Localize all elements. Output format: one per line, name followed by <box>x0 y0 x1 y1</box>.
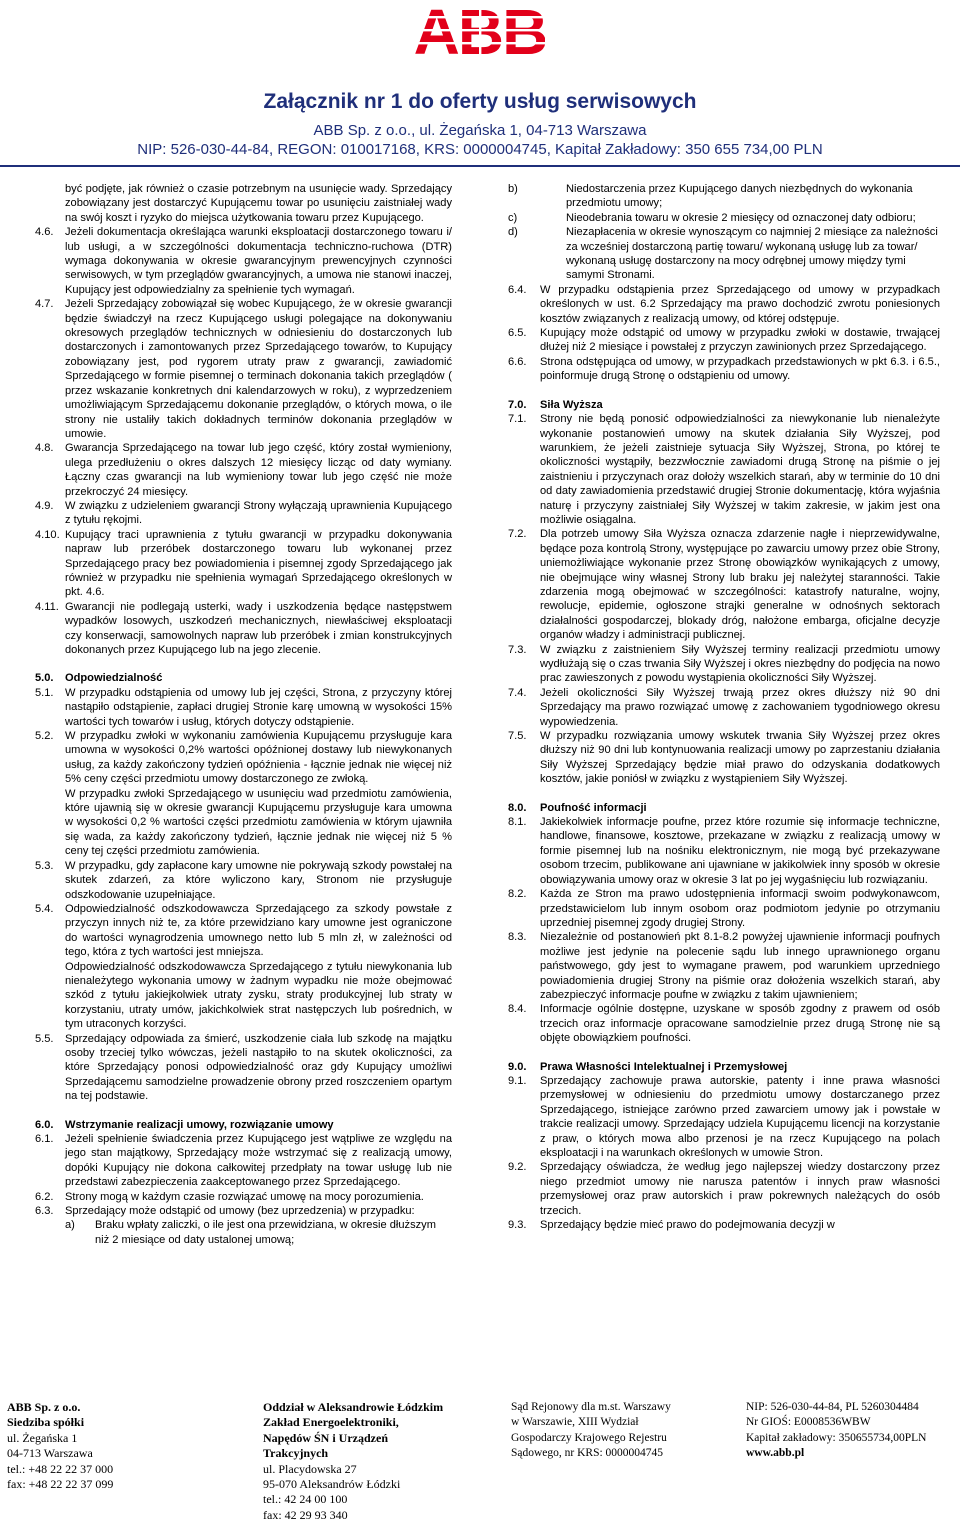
document-title: Załącznik nr 1 do oferty usług serwisowych <box>263 90 697 113</box>
footer-gios: Nr GIOŚ: E0008536WBW <box>746 1416 871 1429</box>
paragraph-7-2: 7.2. Dla potrzeb umowy Siła Wyższa oznacza zdarzenie nagłe i nieprzewidywalne, będące poza kontrolą Strony, występujące po zawarciu umowy przez obie Strony, uniemożliwiające wykonanie przez Stronę obowiązków wynikających z umowy, nie obejmujące winy własnej Strony lub braku jej należytej staranności. Takie zdarzenia mogą obejmować w szczególności: katastrofy naturalne, wojny, rewolucje, epidemie, ogłoszone strajki generalne w odnośnych sektorach działalności gospodarczej, blokady dróg, nałożone embarga, oficjalne decyzje organów władzy i administracji publicznej. <box>508 528 940 642</box>
paragraph-8-2: 8.2. Każda ze Stron ma prawo udostępnienia informacji swoim podwykonawcom, przedstawicielom lub innym osobom oraz podmiotom jedynie po otrzymaniu uprzedniej pisemnej zgody drugiej Strony. <box>508 888 940 929</box>
section-heading-9: 9.0. Prawa Własności Intelektualnej i Przemysłowej <box>508 1060 788 1073</box>
paragraph-7-5: 7.5. W przypadku rozwiązania umowy wskutek trwania Siły Wyższej przez okres dłuższy niż 90 dni lub kontynuowania realizacji umowy po zaprzestaniu działania Siły Wyższej Sprzedający będzie miał prawo do odzyskania dodatkowych kosztów, jakie poniósł w związku z wystąpieniem Siły Wyższej. <box>508 730 940 786</box>
footer-registry-row <box>511 1415 956 1430</box>
paragraph-9-2: 9.2. Sprzedający oświadcza, że według jego najlepszej wiedzy dostarczony przez niego przedmiot umowy nie narusza patentów i innych praw własności przemysłowej oraz praw autorskich i praw pokrewnych należących do osób trzecich. <box>508 1161 940 1217</box>
footer-court-line2: w Warszawie, XIII Wydział <box>511 1416 639 1429</box>
footer-court-line1: Sąd Rejonowy dla m.st. Warszawy <box>511 1401 671 1413</box>
paragraph-4-8: 4.8. Gwarancja Sprzedającego na towar lub jego część, który został wymieniony, ulega przedłużeniu o okres dalszych 12 miesięcy licząc od daty wymiany. Łączny czas gwarancji na lub wymieniony towar lub jego część nie może przekroczyć 24 miesięcy. <box>35 442 452 498</box>
section-heading-7: 7.0. Siła Wyższa <box>508 398 603 411</box>
footer-nip: NIP: 526-030-44-84, PL 5260304484 <box>746 1401 919 1413</box>
paragraph-4-6: 4.6. Jeżeli dokumentacja określająca warunki eksploatacji dostarczonego towaru i/ lub usługi, a w szczególności dokumentacja techniczno-ruchowa (DTR) wymaga dokonywania w okresie gwarancyjnym prewencyjnych czynności serwisowych, w tym przeglądów gwarancyjnych, a umowa nie stanowi inaczej, Kupujący jest odpowiedzialny za spełnienie tych wymagań. <box>35 226 452 296</box>
paragraph-5-1: 5.1. W przypadku odstąpienia od umowy lub jej części, Strona, z przyczyny której nastąpiło odstąpienie, zapłaci drugiej Stronie karę umowną w wysokości 15% wartości tych towarów i usług, których dotyczy odstąpienie. <box>35 686 452 728</box>
paragraph-6-3-b: b) Niedostarczenia przez Kupującego danych niezbędnych do wykonania przedmiotu umowy; <box>508 183 913 210</box>
paragraph-6-3-c: c) Nieodebrania towaru w okresie 2 miesięcy od oznaczonej daty odbioru; <box>508 211 916 224</box>
paragraph-6-6: 6.6. Strona odstępująca od umowy, w przypadkach przedstawionych w pkt 6.3. i 6.5., poinformuje drugą Stronę o odstąpieniu od umowy. <box>508 355 940 383</box>
section-heading-8: 8.0. Poufność informacji <box>508 801 647 814</box>
section-heading-6: 6.0. Wstrzymanie realizacji umowy, rozwiązanie umowy <box>35 1118 334 1131</box>
paragraph-6-1: 6.1. Jeżeli spełnienie świadczenia przez Kupującego jest wątpliwe ze względu na jego stan majątkowy, Sprzedający może wstrzymać się z realizacją umowy, dopóki Kupujący nie dokona całkowitej przedpłaty na towar usługę lub nie przedstawi zabezpieczenia zaakceptowanego przez Sprzedającego. <box>35 1133 452 1189</box>
abb-logo-mark <box>415 3 545 57</box>
header-divider <box>0 165 960 167</box>
footer-company-block <box>7 1400 247 1492</box>
paragraph-8-3: 8.3. Niezależnie od postanowień pkt 8.1-8.2 powyżej ujawnienie informacji poufnych możliwe jest jedynie na polecenie sądu lub innego uprawnionego organu państwowego, gdy jest to wymagane prawem, pod warunkiem uprzedniego powiadomienia drugiej Strony na piśmie oraz dołożenia wszelkich starań, aby zabezpieczyć informacje poufne w związku z takim ujawnieniem; <box>508 931 940 1001</box>
paragraph-7-1: 7.1. Strony nie będą ponosić odpowiedzialności za niewykonanie lub nienależyte wykonanie postanowień umowy na skutek działania Siły Wyższej, pod warunkiem, że jeżeli zaistnieje sytuacja Siły Wyższej, Strona, po której te okoliczności wystąpiły, bezzwłocznie zawiadomi drugą Stronę na piśmie o jej zaistnieniu i przyczynach oraz dołoży wszelkich starań, aby w terminie do 10 dni od daty zawiadomienia przedstawić drugiej Stronie dokumentację, która wyjaśnia naturę i przyczyny zaistniałej Siły Wyższej w takim zakresie, w jakim jest ona możliwie osiągalna. <box>508 413 940 526</box>
paragraph-5-5: 5.5. Sprzedający odpowiada za śmierć, uszkodzenie ciała lub szkodę na majątku osoby trzeciej tylko wówczas, jeżeli nastąpiło to na skutek okoliczności, za które Sprzedający ponosi odpowiedzialność oraz gdy Kupujący umożliwi Sprzedającemu samodzielne prowadzenie obrony przed roszczeniem opartym na tej podstawie. <box>35 1032 452 1103</box>
paragraph-8-1: 8.1. Jakiekolwiek informacje poufne, przez które rozumie się informacje techniczne, handlowe, finansowe, kosztowe, przekazane w związku z realizacją umowy w formie pisemnej lub na nośniku elektronicznym, nie mogą być przekazywane osobom trzecim, publikowane ani ujawniane w jakikolwiek inny sposób w okresie obowiązywania umowy oraz w okresie 3 lat po jej wygaśnięciu lub rozwiązaniu. <box>508 816 940 886</box>
paragraph-6-3-d: d) Niezapłacenia w okresie wynoszącym co najmniej 2 miesiące za należności za wcześniej dostarczoną partię towaru/ wykonaną usługę lub za towar/ wykonaną usługę dostarczony na mocy odrębnej umowy między tymi samymi Stronami. <box>508 226 938 282</box>
footer-capital: Kapitał zakładowy: 350655734,00PLN <box>746 1431 927 1444</box>
paragraph-6-3-a: a) Braku wpłaty zaliczki, o ile jest ona przewidziana, w okresie dłuższym niż 2 miesiące od daty ustalonej umową; <box>65 1219 436 1246</box>
footer-branch-city: 95-070 Aleksandrów Łódzki <box>263 1477 401 1492</box>
section-heading-5: 5.0. Odpowiedzialność <box>35 672 163 685</box>
footer-branch-street: ul. Placydowska 27 <box>263 1461 357 1476</box>
footer-website-link[interactable]: www.abb.pl <box>746 1447 805 1460</box>
right-column <box>508 182 940 1232</box>
abb-logo <box>0 3 960 62</box>
footer-registry-row <box>511 1400 956 1415</box>
footer-company-fax: fax: +48 22 22 37 099 <box>7 1477 114 1492</box>
paragraph-5-2: 5.2. W przypadku zwłoki w wykonaniu zamówienia Kupującemu przysługuje kara umowna w wysokości 0,2% wartości opóźnionej dostawy lub niewykonanych usług, za każdy zakończony tydzień opóźnienia - łącznie jednak nie więcej niż 5% ceny części przedmiotu umowy dostarczonego ze zwłoką. <box>35 730 452 786</box>
footer-branch-block <box>263 1400 498 1523</box>
footer-branch-line4: Trakcyjnych <box>263 1446 329 1461</box>
footer-registry-row <box>511 1446 956 1461</box>
footer-company-phone: tel.: +48 22 22 37 000 <box>7 1461 114 1476</box>
footer-company-street: ul. Żegańska 1 <box>7 1430 78 1445</box>
footer-court-line3: Gospodarczy Krajowego Rejestru <box>511 1431 667 1444</box>
paragraph-5-4-cont: Odpowiedzialność odszkodowawcza Sprzedającego z tytułu niewykonania lub nienależytego wykonania umowy w żadnym wypadku nie może obejmować szkód z tytułu jakiejkolwiek utraty zysku, straty produkcyjnej lub straty w korzystaniu, utraty umów, jakichkolwiek strat następczych lub pośrednich, w tym utraconych korzyści. <box>65 960 452 1031</box>
footer-company-seat: Siedziba spółki <box>7 1415 85 1430</box>
footer-branch-line3: Napędów ŚN i Urządzeń <box>263 1430 388 1445</box>
paragraph-7-4: 7.4. Jeżeli okoliczności Siły Wyższej trwają przez okres dłuższy niż 90 dni Sprzedający ma prawo rozwiązać umowę z zachowaniem tygodniowego okresu wypowiedzenia. <box>508 686 940 728</box>
footer-branch-phone: tel.: 42 24 00 100 <box>263 1492 348 1507</box>
footer-company-city: 04-713 Warszawa <box>7 1446 93 1461</box>
footer-branch-fax: fax: 42 29 93 340 <box>263 1507 348 1522</box>
footer-registry-block <box>511 1400 956 1462</box>
paragraph-6-5: 6.5. Kupujący może odstąpić od umowy w przypadku zwłoki w dostawie, trwającej dłużej niż 2 miesiące i powstałej z przyczyn zawinionych przez Sprzedającego. <box>508 327 940 354</box>
paragraph-9-1: 9.1. Sprzedający zachowuje prawa autorskie, patenty i inne prawa własności przemysłowej w odniesieniu do przedmiotu umowy dostarczanego przez Sprzedającego, istniejące zarówno przed zawarciem umowy jak i powstałe w trakcie realizacji umowy. Sprzedający udziela Kupującemu licencji na korzystanie z praw, o których mowa albo przenosi je na rzecz Kupującego na polach eksploatacji i na warunkach określonych w umowie Stron. <box>508 1074 940 1159</box>
footer-branch-line2: Zakład Energoelektroniki, <box>263 1415 399 1430</box>
paragraph-4-9: 4.9. W związku z udzieleniem gwarancji Strony wyłączają uprawnienia Kupującego z tytułu rękojmi. <box>35 499 452 527</box>
paragraph-5-3: 5.3. W przypadku, gdy zapłacone kary umowne nie pokrywają szkody powstałej na skutek zdarzeń, za które wyliczono kary, Stronom nie przysługuje odszkodowanie uzupełniające. <box>35 859 452 901</box>
company-registry-line: NIP: 526-030-44-84, REGON: 010017168, KRS: 0000004745, Kapitał Zakładowy: 350 655 734,00 PLN <box>137 141 823 158</box>
paragraph-4-10: 4.10. Kupujący traci uprawnienia z tytułu gwarancji w przypadku dokonywania napraw lub przeróbek dostarczonego towaru lub wykonanej przez Sprzedającego pracy bez powiadomienia i pisemnej zgody Sprzedającego jak również w przypadku nie spełnienia wymagań Sprzedającego określonych w pkt. 4.6. <box>35 528 452 599</box>
paragraph-7-3: 7.3. W związku z zaistnieniem Siły Wyższej terminy realizacji przedmiotu umowy wydłużają się o czas trwania Siły Wyższej i okres niezbędny do podjęcia na nowo prac zawieszonych z powodu wystąpienia okoliczności Siły Wyższej. <box>508 643 940 685</box>
left-column <box>35 182 452 1247</box>
paragraph-4-11: 4.11. Gwarancji nie podlegają usterki, wady i uszkodzenia będące następstwem wypadków losowych, uszkodzeń mechanicznych, niewłaściwej eksploatacji czy konserwacji, samowolnych napraw lub przeróbek i zmian konstrukcyjnych dokonanych przez Kupującego lub na jego zlecenie. <box>35 600 452 656</box>
footer-registry-row <box>511 1431 956 1446</box>
company-address-line: ABB Sp. z o.o., ul. Żegańska 1, 04-713 Warszawa <box>313 122 647 139</box>
paragraph-8-4: 8.4. Informacje ogólnie dostępne, uzyskane w sposób zgodny z prawem od osób trzecich oraz informacje opracowane samodzielnie przez drugą Stronę nie są objęte obowiązkiem poufności. <box>508 1003 940 1045</box>
paragraph-4-7: 4.7. Jeżeli Sprzedający zobowiązał się wobec Kupującego, że w okresie gwarancji będzie świadczył na rzecz Kupującego usługi polegające na dokonywaniu okresowych przeglądów technicznych w odniesieniu do dostarczonych lub dostarczonych i zamontowanych przez Sprzedającego towarów, to Kupujący zobowiązany jest, pod rygorem utraty praw z gwarancji, zawiadomić Sprzedającego w formie pisemnej o terminach dokonania takich przeglądów ( przez wskazanie konkretnych dni kalendarzowych w roku), z wyprzedzeniem umożliwiającym Sprzedającemu dokonanie przeglądów, o których mowa, o ile strony nie ustaliły takich dokładnych terminów dokonania przeglądów w umowie. <box>35 298 452 440</box>
footer-branch-name: Oddział w Aleksandrowie Łódzkim <box>263 1400 444 1414</box>
footer-court-line4: Sądowego, nr KRS: 0000004745 <box>511 1447 664 1460</box>
paragraph-5-4: 5.4. Odpowiedzialność odszkodowawcza Sprzedającego za szkody powstałe z przyczyn innych niż te, za które przewidziano kary umowne jest ograniczone do wartości wynagrodzenia umownego netto lub 5 mln zł, w zależności od tego, która z tych wartości jest mniejsza. <box>35 902 452 959</box>
paragraph-5-2-cont: W przypadku zwłoki Sprzedającego w usunięciu wad przedmiotu zamówienia, które ujawnią się w okresie gwarancji Kupującemu przysługuje kara umowna w wysokości 0,2 % wartości części przedmiotu zamówienia w którym ujawniła się wada, za każdy zakończony tydzień, łącznie jednak nie więcej niż 5 % ceny tej części przedmiotu zamówienia. <box>65 787 452 858</box>
paragraph-6-3: 6.3. Sprzedający może odstąpić od umowy (bez uprzedzenia) w przypadku: <box>35 1205 415 1218</box>
paragraph-intro: być podjęte, jak również o czasie potrzebnym na usunięcie wady. Sprzedający zobowiązany jest dostarczyć Kupującemu towar po usunięciu zaistniałej wady na swój koszt i ryzyko do miejsca użytkowania towaru przez Kupującego. <box>65 183 452 224</box>
footer-company-name: ABB Sp. z o.o. <box>7 1400 81 1414</box>
paragraph-9-3: 9.3. Sprzedający będzie mieć prawo do podejmowania decyzji w <box>508 1219 835 1232</box>
paragraph-6-2: 6.2. Strony mogą w każdym czasie rozwiązać umowę na mocy porozumienia. <box>35 1190 424 1203</box>
paragraph-6-4: 6.4. W przypadku odstąpienia przez Sprzedającego od umowy w przypadkach określonych w ust. 6.2 Sprzedający ma prawo dochodzić zwrotu poniesionych kosztów związanych z realizacją umowy, od której odstępuje. <box>508 283 940 325</box>
